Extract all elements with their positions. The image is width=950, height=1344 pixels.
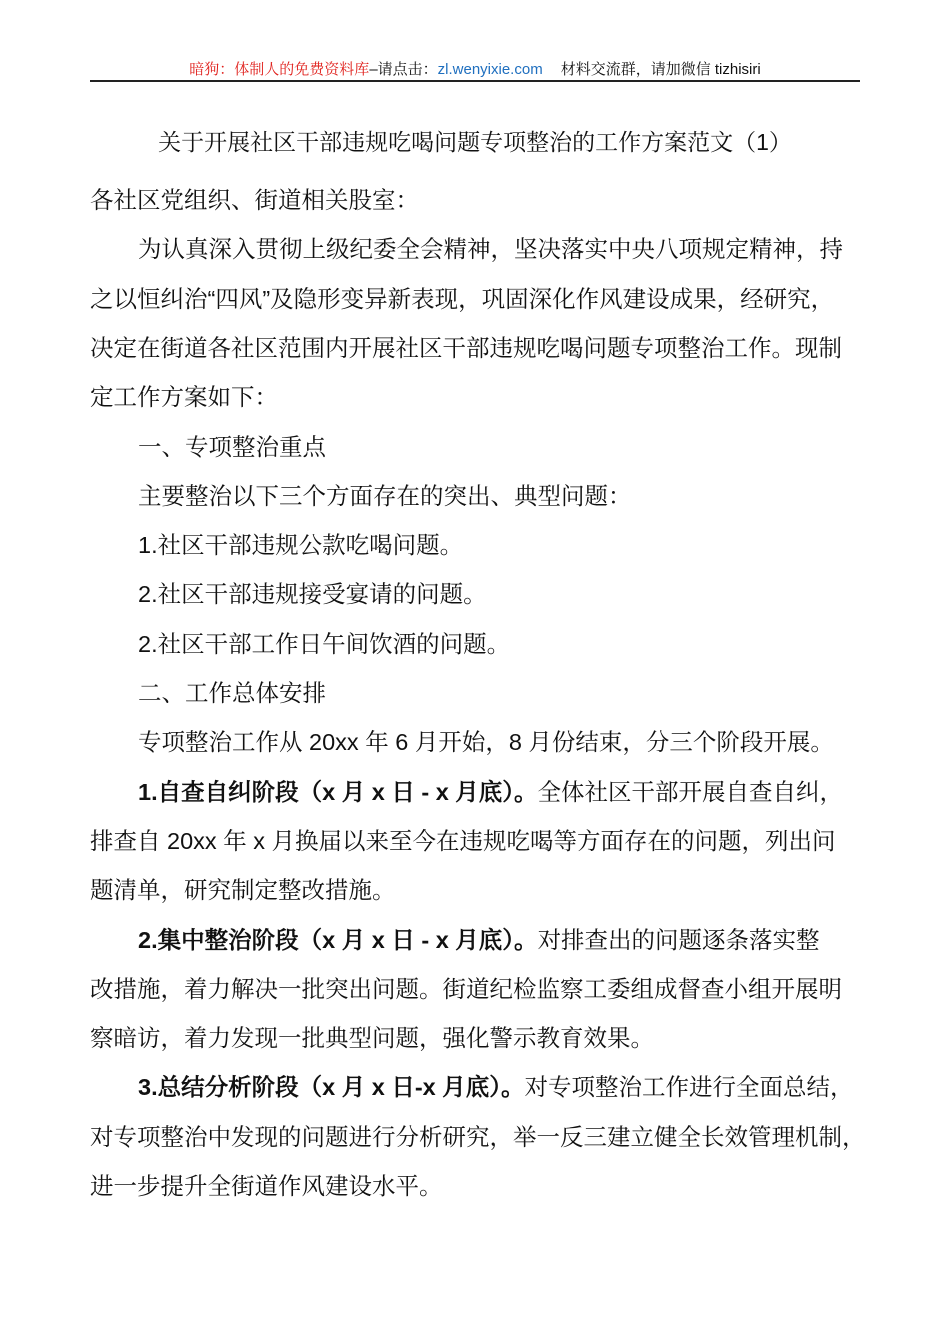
- header-url-link[interactable]: zl.wenyixie.com: [437, 61, 543, 78]
- text-line: [90, 1021, 654, 1055]
- line-text: 察暗访，着力发现一批典型问题，强化警示教育效果。: [90, 1025, 654, 1052]
- text-line: [138, 923, 820, 957]
- line-text: 2.社区干部工作日午间饮酒的问题。: [138, 630, 511, 657]
- line-text: 主要整治以下三个方面存在的突出、典型问题：: [138, 482, 632, 509]
- line-text: 2.社区干部违规接受宴请的问题。: [138, 581, 487, 608]
- line-text: 排查自 20xx 年 x 月换届以来至今在违规吃喝等方面存在的问题，列出问: [90, 827, 836, 854]
- line-text: 决定在街道各社区范围内开展社区干部违规吃喝问题专项整治工作。现制: [90, 334, 842, 361]
- line-text: 全体社区干部开展自查自纠，: [537, 778, 844, 805]
- page-header: [90, 58, 860, 80]
- text-line: [138, 577, 487, 611]
- header-promo: 暗狗：体制人的免费资料库: [189, 61, 370, 78]
- text-line: [138, 627, 510, 661]
- text-line: [138, 775, 843, 809]
- text-line: [138, 479, 632, 513]
- line-text: 1.社区干部违规公款吃喝问题。: [138, 532, 464, 559]
- line-text: 对专项整治工作进行全面总结，: [524, 1074, 854, 1101]
- bold-heading: 2.集中整治阶段（x 月 x 日 - x 月底）。: [138, 926, 538, 953]
- line-text: 进一步提升全街道作风建设水平。: [90, 1173, 443, 1199]
- text-line: [138, 676, 326, 710]
- line-text: 一、专项整治重点: [138, 433, 326, 460]
- text-line: [90, 1120, 866, 1154]
- line-text: 之以恒纠治“四风”及隐形变异新表现，巩固深化作风建设成果，经研究，: [90, 285, 835, 312]
- line-text: 改措施，着力解决一批突出问题。街道纪检监察工委组成督查小组开展明: [90, 975, 842, 1002]
- line-text: 对专项整治中发现的问题进行分析研究，举一反三建立健全长效管理机制，: [90, 1123, 866, 1150]
- line-text: 专项整治工作从 20xx 年 6 月开始，8 月份结束，分三个阶段开展。: [138, 729, 834, 756]
- text-line: [90, 1169, 443, 1203]
- text-line: [138, 725, 834, 759]
- line-text: 对排查出的问题逐条落实整: [537, 926, 820, 953]
- text-line: [90, 873, 396, 907]
- text-line: [138, 232, 843, 266]
- line-text: 题清单，研究制定整改措施。: [90, 877, 396, 904]
- text-line: [90, 972, 842, 1006]
- text-line: [90, 331, 842, 365]
- text-line: [138, 430, 326, 464]
- text-line: [90, 282, 834, 316]
- header-wechat: 材料交流群，请加微信 tizhisiri: [560, 61, 761, 78]
- bold-heading: 3.总结分析阶段（x 月 x 日-x 月底）。: [138, 1074, 525, 1101]
- text-line: [138, 1070, 854, 1104]
- text-line: [138, 528, 463, 562]
- line-text: 二、工作总体安排: [138, 680, 326, 706]
- header-divider: [90, 80, 860, 82]
- text-line: [90, 380, 278, 414]
- line-text: 为认真深入贯彻上级纪委全会精神，坚决落实中央八项规定精神，持: [138, 236, 843, 263]
- header-click-text: –请点击：: [369, 61, 438, 78]
- document-title: 关于开展社区干部违规吃喝问题专项整治的工作方案范文（1）: [158, 129, 792, 155]
- bold-heading: 1.自查自纠阶段（x 月 x 日 - x 月底）。: [138, 778, 538, 805]
- text-line: [90, 183, 419, 217]
- line-text: 定工作方案如下：: [90, 384, 278, 411]
- line-text: 各社区党组织、街道相关股室：: [90, 187, 419, 213]
- text-line: [90, 824, 836, 858]
